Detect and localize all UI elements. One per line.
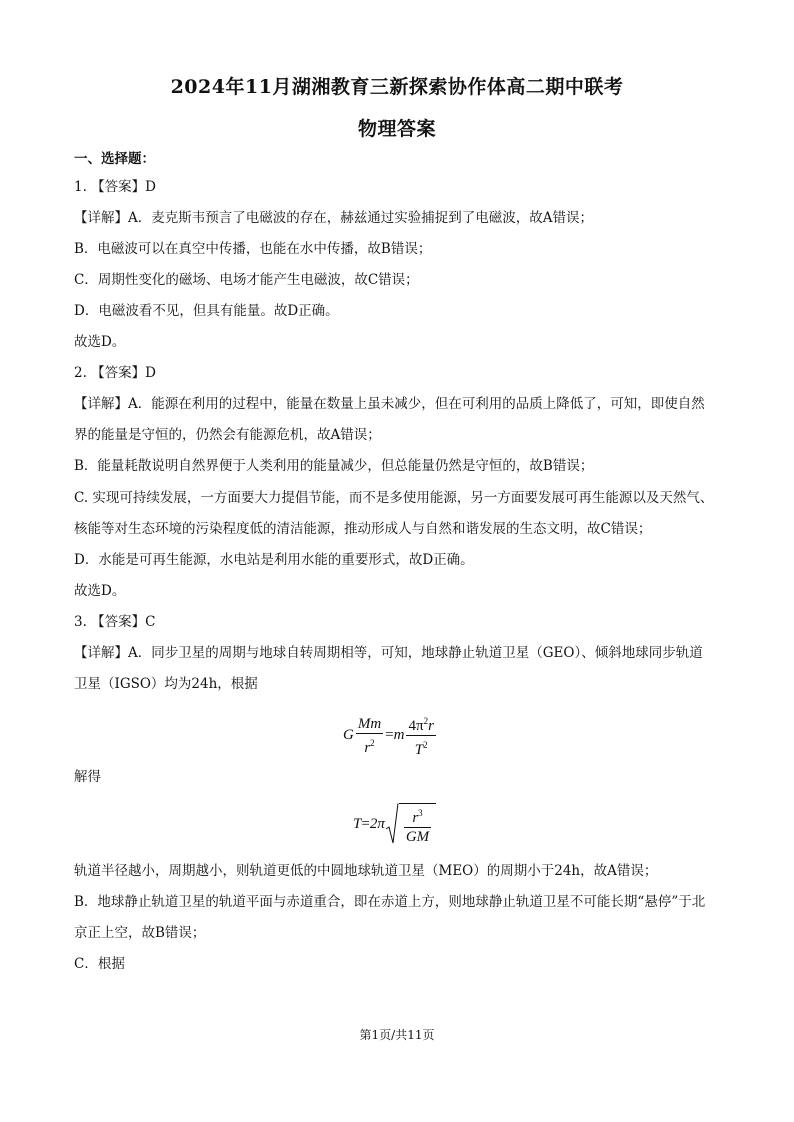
- formula-sqrt-denominator: GM: [405, 829, 430, 845]
- formula-rhs-numerator: $4\pi^2r$: [406, 712, 435, 736]
- formula-m: m: [393, 726, 405, 743]
- q3-explanation-a-1: 【详解】A．同步卫星的周期与地球自转周期相等，可知，地球静止轨道卫星（GEO）、倾斜地球同步轨道: [74, 645, 703, 661]
- q2-explanation-d: D．水能是可再生能源，水电站是利用水能的重要形式，故D正确。: [74, 552, 474, 568]
- formula-g: G: [343, 726, 354, 743]
- q3-explanation-b-2: 京正上空，故B错误；: [74, 925, 206, 941]
- q2-explanation-a-1: 【详解】A．能源在利用的过程中，能量在数量上虽未减少，但在可利用的品质上降低了，可知，即使自然: [74, 396, 705, 412]
- formula-t: T: [353, 815, 362, 832]
- sqrt-radicand: [399, 803, 436, 846]
- period-formula: [353, 803, 436, 846]
- q1-explanation-a: 【详解】A．麦克斯韦预言了电磁波的存在，赫兹通过实验捕捉到了电磁波，故A错误；: [74, 210, 593, 226]
- page-subtitle: 物理答案: [357, 118, 436, 140]
- q3-explanation-a-3: 轨道半径越小，周期越小，则轨道更低的中圆地球轨道卫星（MEO）的周期小于24h，故A错误；: [74, 863, 658, 879]
- sqrt-expression: [385, 803, 436, 846]
- page-number: 第1页/共11页: [359, 1028, 435, 1042]
- page-title: 2024年11月湖湘教育三新探索协作体高二期中联考: [170, 76, 624, 98]
- formula-coefficient: 2π: [369, 815, 385, 832]
- q2-choice: 故选D。: [74, 583, 126, 599]
- radical-sign-icon: [385, 803, 399, 846]
- q3-explanation-b-1: B．地球静止轨道卫星的轨道平面与赤道重合，即在赤道上方，则地球静止轨道卫星不可能长期“悬停”于北: [74, 894, 706, 910]
- q2-explanation-c-1: C. 实现可持续发展，一方面要大力提倡节能，而不是多使用能源，另一方面要发展可再生能源以及天然气、: [74, 490, 714, 506]
- q1-explanation-c: C．周期性变化的磁场、电场才能产生电磁波，故C错误；: [74, 272, 419, 288]
- q1-answer: 1. 【答案】D: [74, 179, 156, 195]
- formula-lhs-denominator: $r^2$: [364, 737, 375, 756]
- formula-sqrt-numerator: $r^3$: [404, 804, 431, 828]
- formula-rhs-denominator: $T^2$: [414, 740, 428, 758]
- q3-explanation-a-2: 卫星（IGSO）均为24h，根据: [74, 676, 258, 692]
- formula-equals-2: =: [361, 815, 370, 832]
- formula-lhs-numerator: Mm: [357, 715, 382, 732]
- q2-answer: 2. 【答案】D: [74, 365, 156, 381]
- q2-explanation-b: B．能量耗散说明自然界便于人类利用的能量减少，但总能量仍然是守恒的，故B错误；: [74, 458, 594, 474]
- q3-solve-label: 解得: [74, 769, 101, 785]
- q1-explanation-d: D．电磁波看不见，但具有能量。故D正确。: [74, 303, 339, 319]
- formula-equals: =: [385, 726, 394, 743]
- formula-sqrt-fraction: [404, 804, 431, 846]
- q1-choice: 故选D。: [74, 334, 126, 350]
- formula-lhs-fraction: [356, 715, 383, 757]
- q2-explanation-a-2: 界的能量是守恒的，仍然会有能源危机，故A错误；: [74, 427, 381, 443]
- q2-explanation-c-2: 核能等对生态环境的污染程度低的清洁能源，推动形成人与自然和谐发展的生态文明，故C错误；: [74, 521, 652, 537]
- section-heading: 一、选择题：: [74, 151, 155, 167]
- gravitation-formula: [343, 712, 438, 759]
- q3-explanation-c: C．根据: [74, 956, 125, 972]
- q1-explanation-b: B．电磁波可以在真空中传播，也能在水中传播，故B错误；: [74, 241, 432, 257]
- q3-answer: 3. 【答案】C: [74, 614, 156, 630]
- formula-rhs-fraction: [406, 712, 435, 759]
